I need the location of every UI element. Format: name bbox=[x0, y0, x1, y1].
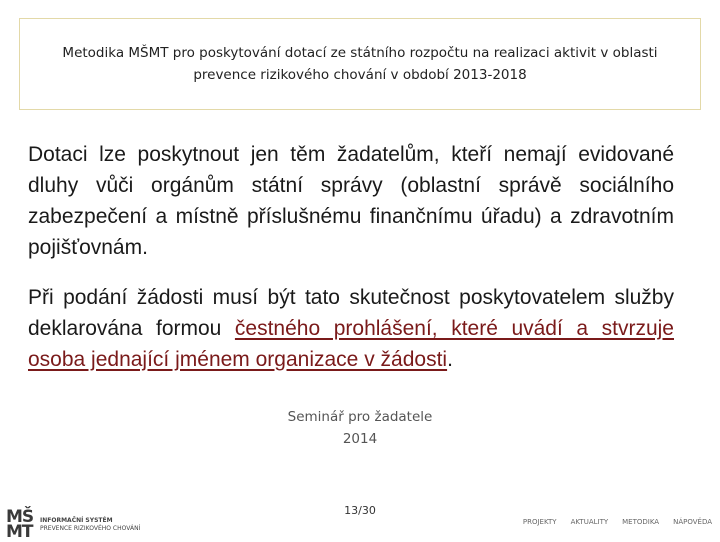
footer-nav bbox=[523, 518, 712, 527]
declaration-highlight: čestného prohlášení, které uvádí a stvrzuje osoba jednající jménem organizace v žádosti bbox=[28, 317, 674, 371]
declaration-intro: Při podání žádosti musí být tato skutečnost poskytovatelem služby deklarována formou bbox=[28, 286, 674, 340]
logo-text-line-1: INFORMAČNÍ SYSTÉM bbox=[40, 517, 113, 524]
header-line-2: prevence rizikového chování v období 2013-2018 bbox=[193, 67, 527, 83]
declaration-end: . bbox=[447, 348, 453, 371]
seminar-title: Seminář pro žadatele bbox=[287, 409, 433, 425]
page-number: 13/30 bbox=[344, 504, 376, 517]
nav-link-napoveda[interactable]: NÁPOVĚDA bbox=[673, 518, 712, 526]
logo-text bbox=[40, 517, 140, 533]
seminar-caption bbox=[260, 406, 460, 450]
msmt-logo-mark bbox=[6, 507, 34, 542]
nav-link-metodika[interactable]: METODIKA bbox=[622, 518, 660, 526]
header-line-1: Metodika MŠMT pro poskytování dotací ze státního rozpočtu na realizaci aktivit v oblasti bbox=[62, 45, 658, 61]
msmt-logo bbox=[6, 507, 141, 542]
nav-link-projekty[interactable]: PROJEKTY bbox=[522, 518, 557, 526]
slide-header bbox=[19, 18, 701, 110]
seminar-year: 2014 bbox=[342, 431, 378, 447]
logo-mark-bottom: MT bbox=[6, 522, 33, 542]
logo-text-line-2: PREVENCE RIZIKOVÉHO CHOVÁNÍ bbox=[40, 525, 141, 532]
paragraph-declaration bbox=[28, 282, 674, 375]
paragraph-eligibility: Dotaci lze poskytnout jen těm žadatelům, kteří nemají evidované dluhy vůči orgánům státní správy (oblastní správě sociálního zabezpečení a místně příslušnému finančnímu úřadu) a zdravotním pojišťovnám. bbox=[28, 143, 674, 259]
nav-link-aktuality[interactable]: AKTUALITY bbox=[570, 518, 609, 526]
logo-mark-top: MŠ bbox=[6, 507, 34, 527]
